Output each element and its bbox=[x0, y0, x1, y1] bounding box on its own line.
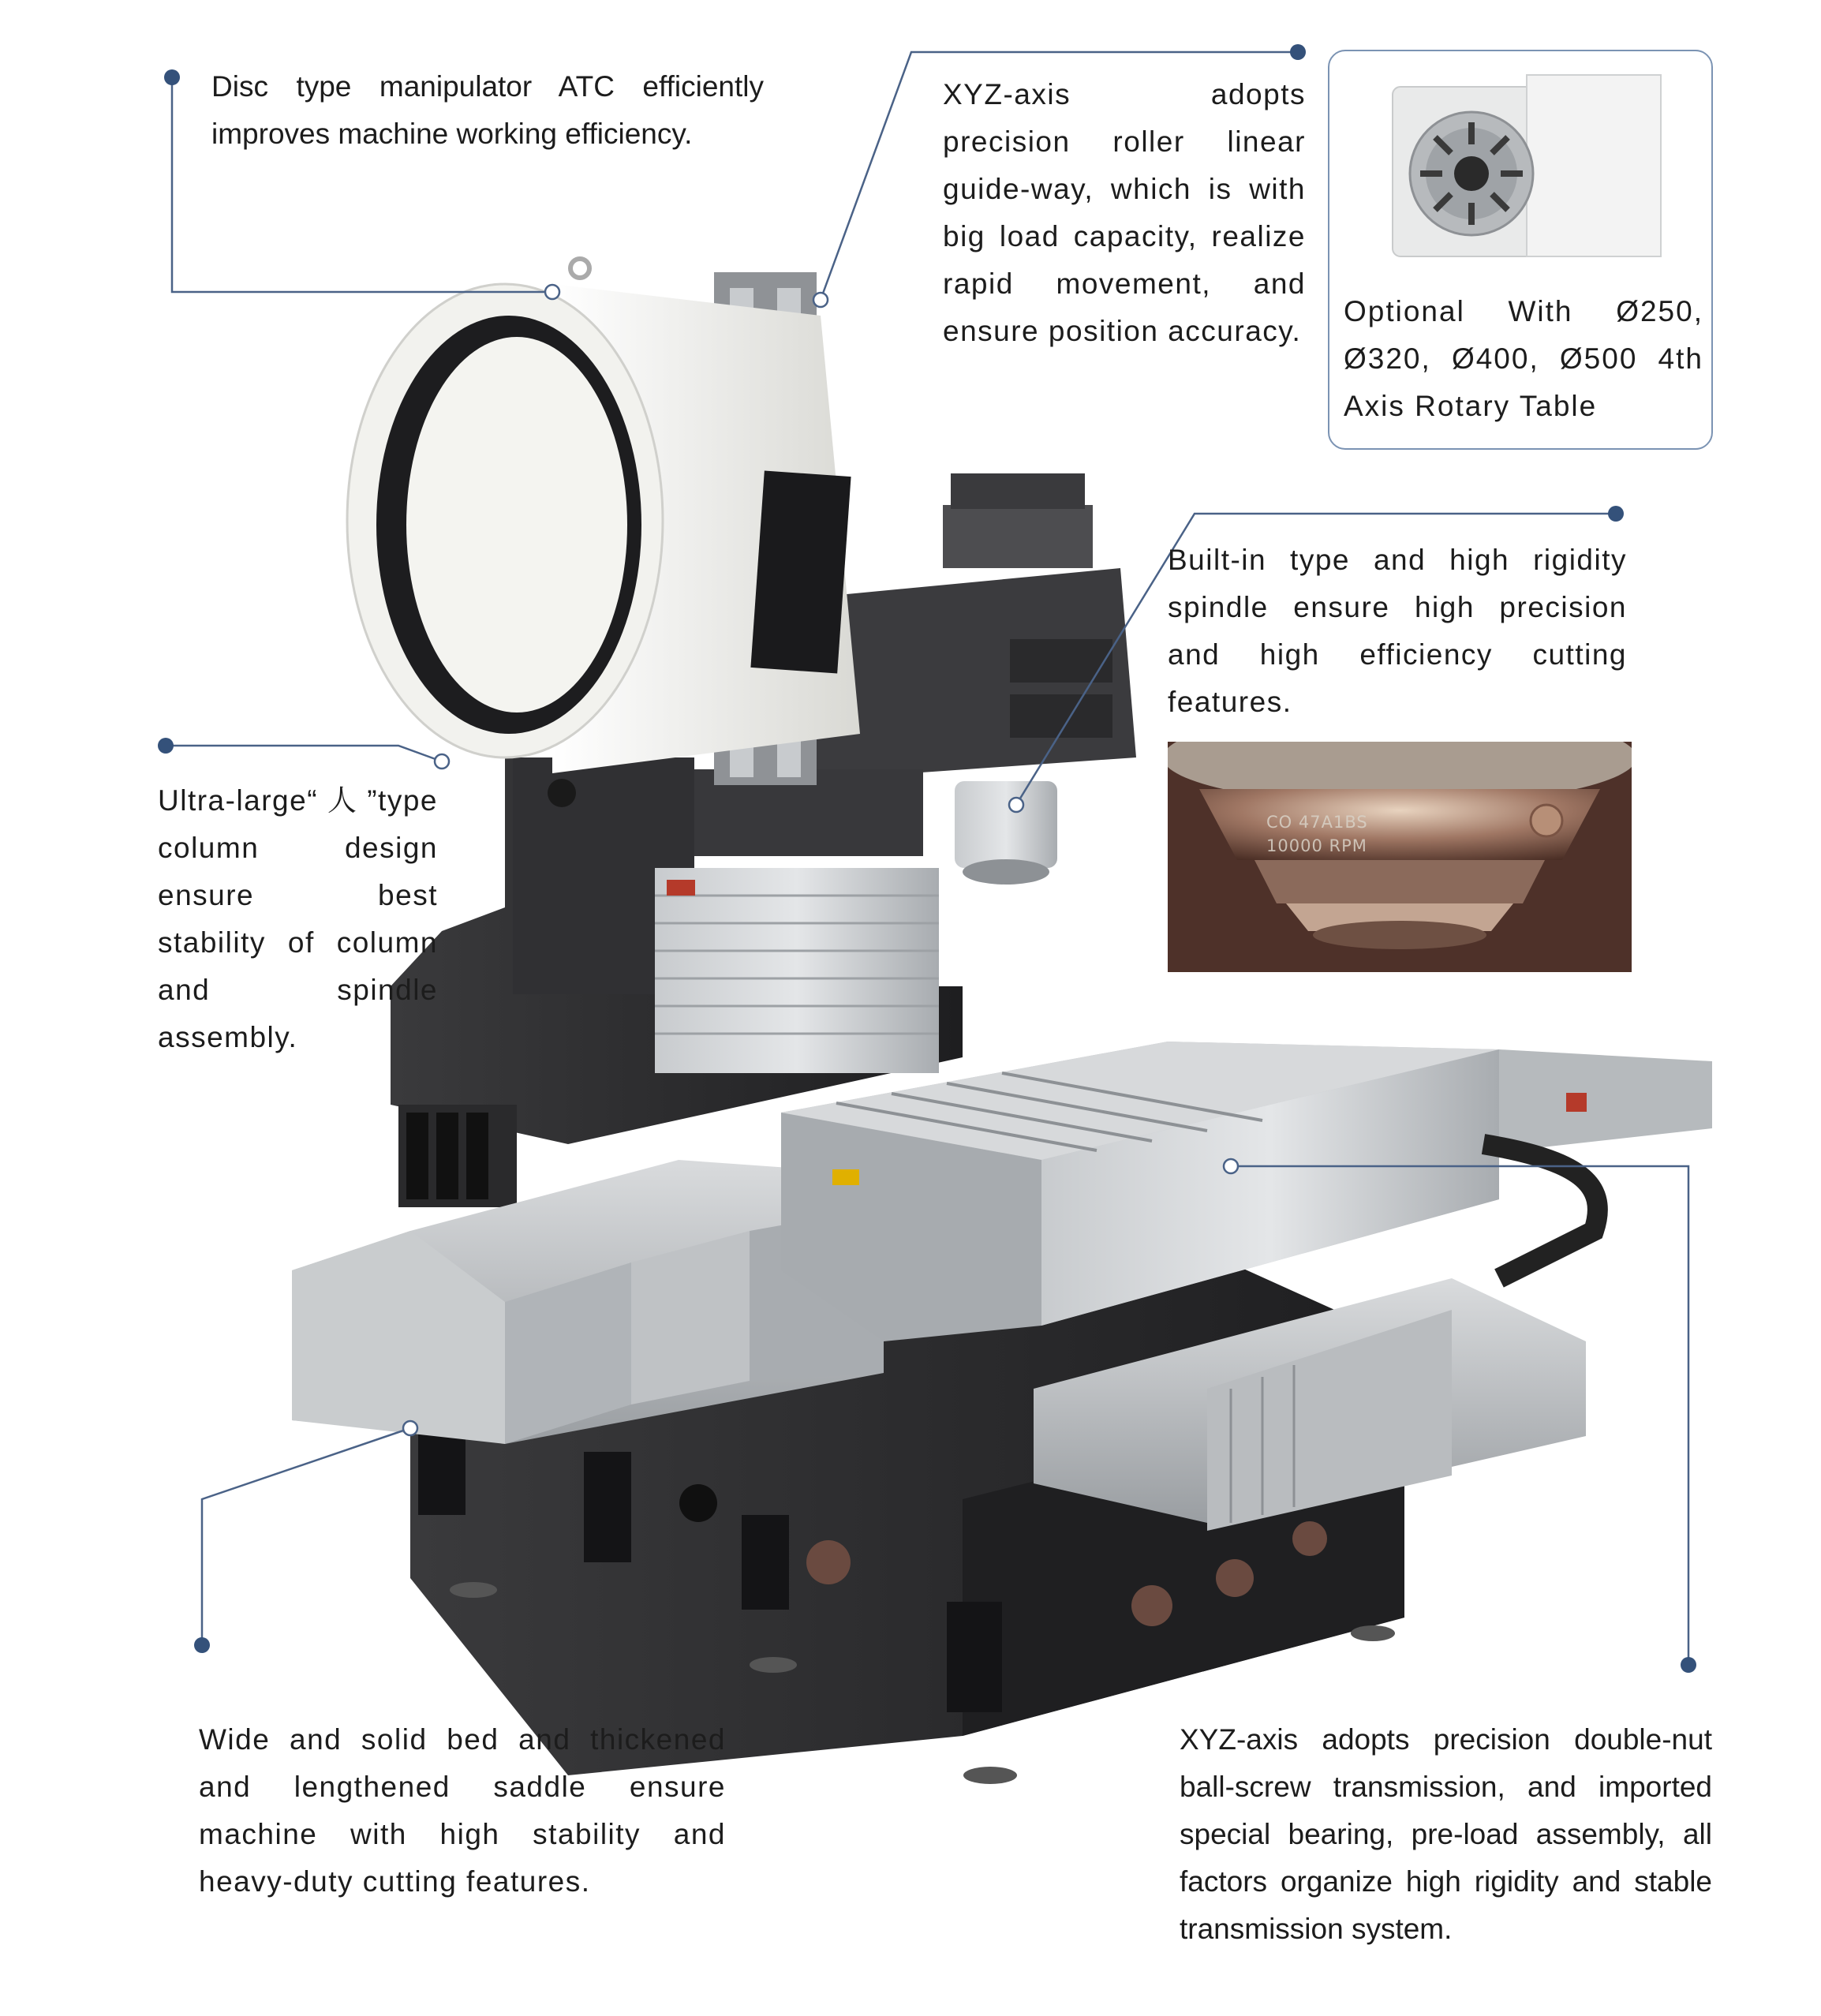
callout-ballscrew: XYZ-axis adopts precision double-nut ball-screw transmission, and imported special bearing, pre-load assembly, all factors organize high rigidity and stable transmission system. bbox=[1180, 1723, 1712, 1945]
callout-atc: Disc type manipulator ATC efficiently improves machine working efficiency. bbox=[211, 70, 764, 150]
spindle-closeup-image bbox=[1168, 742, 1632, 972]
callout-rotary-table: Optional With Ø250, Ø320, Ø400, Ø500 4th Axis Rotary Table bbox=[1344, 295, 1703, 422]
spindle-rpm-label: 10000 RPM bbox=[1266, 836, 1367, 855]
rotary-table-image bbox=[1329, 51, 1711, 288]
spindle-closeup-photo bbox=[1168, 742, 1632, 972]
callout-bed: Wide and solid bed and thickened and lengthened saddle ensure machine with high stability and heavy-duty cutting features. bbox=[199, 1723, 726, 1898]
callout-spindle: Built-in type and high rigidity spindle ensure high precision and high efficiency cutting features. bbox=[1168, 544, 1627, 718]
rotary-table-box bbox=[1328, 50, 1713, 450]
spindle-model-label: CO 47A1BS bbox=[1266, 813, 1368, 832]
callout-guideway: XYZ-axis adopts precision roller linear guide-way, which is with big load capacity, realize rapid movement, and ensure position accuracy. bbox=[943, 78, 1306, 347]
callout-column: Ultra-large“ 人 ”type column design ensure best stability of column and spindle assembly. bbox=[158, 784, 438, 1053]
